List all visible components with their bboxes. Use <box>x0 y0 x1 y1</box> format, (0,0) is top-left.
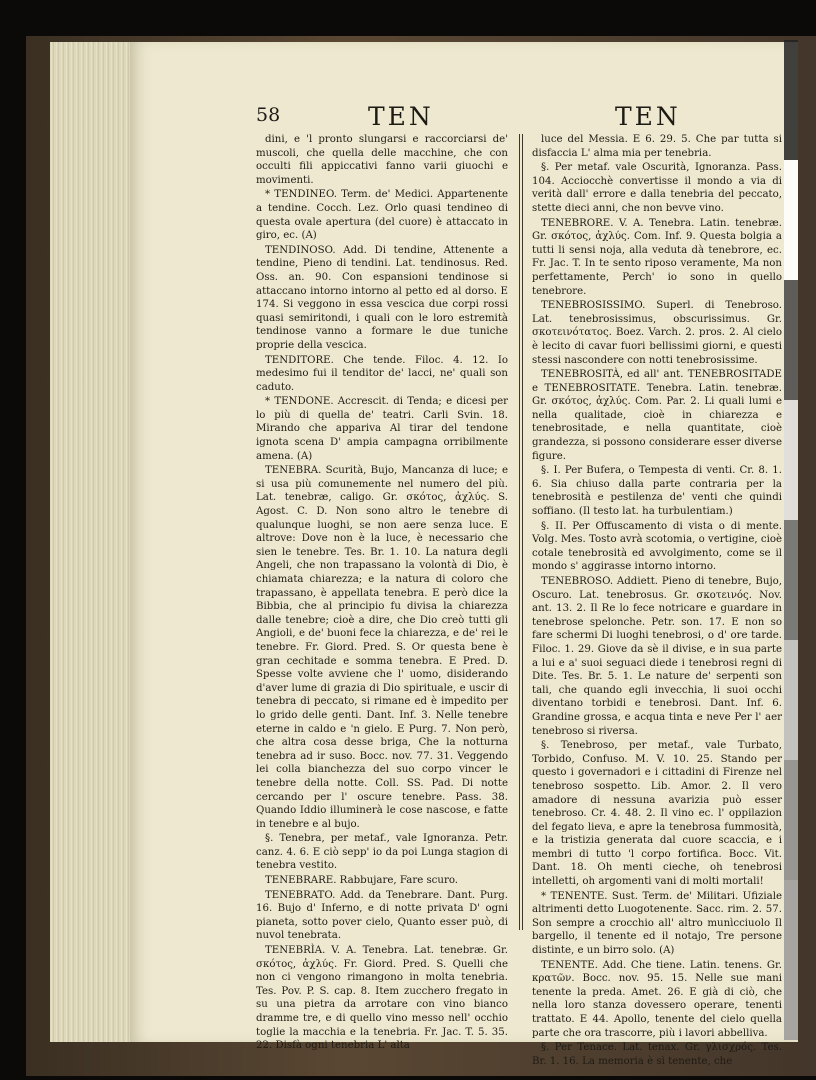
entry-paragraph: §. II. Per Offuscamento di vista o di mente. Volg. Mes. Tosto avrà scotomia, o vertigine, cioè cotale tenebrosità ed avvolgimento, come se il mondo s' aggirasse intorno intorno. <box>532 520 782 573</box>
entry-paragraph: luce del Messia. E 6. 29. 5. Che par tutta si disfaccia L' alma mia per tenebria. <box>532 134 782 159</box>
scan-calibration-strip <box>784 40 798 1040</box>
entry-paragraph: §. Per metaf. vale Oscurità, Ignoranza. Pass. 104. Acciocchè convertisse il mondo a via di verità dall' errore e dalla tenebria del peccato, stette dieci anni, che non bevve vino. <box>532 162 782 214</box>
column-divider <box>522 134 523 930</box>
entry-paragraph: * TENENTE. Sust. Term. de' Militari. Ufiziale altrimenti detto Luogotenente. Sacc. rim. 2. 57. Son sempre a crocchio all' altro munìcciuolo Il bargello, il tenente ed il notajo, Tre persone distinte, e un birro solo. (A) <box>532 890 782 957</box>
right-column <box>532 133 782 1067</box>
entry-paragraph: TENEBRARE. Rabbujare, Fare scuro. <box>265 875 459 887</box>
entry-paragraph: TENEBRÌA. V. A. Tenebra. Lat. tenebræ. Gr. σκότος, ἀχλύς. Fr. Giord. Pred. S. Quelli che non ci vengono rimangono in molta tenebria. Tes. Pov. P. S. cap. 8. Item zucchero fregato in su una pietra da arrotare con vino bianco dramme tre, e di quello vino messo nell' occhio toglie la macchia e la tenebria. Fr. Jac. T. 5. 35. 22. Disfà ogni tenebria L' alta <box>256 945 508 1052</box>
page-number: 58 <box>256 104 281 126</box>
entry-paragraph: * TENDONE. Accrescit. di Tenda; e dicesi per lo più di quella de' teatri. Carli Svin. 18. Mirando che appariva Al tirar del tendone ignota scena D' ampia campagna orribilmente amena. (A) <box>256 396 508 462</box>
entry-paragraph: TENEBROSITÀ, ed all' ant. TENEBROSITADE e TENEBROSITATE. Tenebra. Latin. tenebræ. Gr. σκότος, ἀχλύς. Com. Par. 2. Li quali lumi e nella qualitade, cioè in chiarezza e tenebrositade, e nella quantitate, cioè grandezza, si possono considerare esser diverse figure. <box>532 369 782 462</box>
left-column <box>256 133 508 1052</box>
running-head-right: TEN <box>615 102 681 131</box>
entry-paragraph: TENEBROSO. Addiett. Pieno di tenebre, Bujo, Oscuro. Lat. tenebrosus. Gr. σκοτεινός. Nov. ant. 13. 2. Il Re lo fece notricare e guardare in tenebrose spelonche. Petr. son. 17. E non so fare schermi Di luoghi tenebrosi, o d' ore tarde. Filoc. 1. 29. Giove da sè il divise, e in sua parte a lui e a' suoi seguaci diede i tenebrosi regni di Dite. Tes. Br. 5. 1. Le nature de' serpenti son tali, che quando egli invecchia, li suoi occhi diventano torbidi e tenebrosi. Dant. Inf. 6. Grandine grossa, e acqua tinta e neve Per l' aer tenebroso si riversa. <box>532 576 782 737</box>
entry-paragraph: §. I. Per Bufera, o Tempesta di venti. Cr. 8. 1. 6. Sia chiuso dalla parte contraria per la tenebrosità e pestilenza de' venti che quindi soffiano. (Il testo lat. ha turbulentiam.) <box>532 465 782 518</box>
column-divider <box>519 134 520 930</box>
entry-paragraph: §. Tenebra, per metaf., vale Ignoranza. Petr. canz. 4. 6. E ciò sepp' io da poi Lunga stagion di tenebra vestito. <box>256 833 508 872</box>
entry-paragraph: dini, e 'l pronto slungarsi e raccorciarsi de' muscoli, che quella delle macchine, che con occulti fili appiccativi fanno varii giuochi e movimenti. <box>256 134 508 186</box>
entry-paragraph: TENDINOSO. Add. Di tendine, Attenente a tendine, Pieno di tendini. Lat. tendinosus. Red. Oss. an. 90. Con espansioni tendinose si attaccano intorno intorno al petto ed al dorso. E 174. Si veggono in essa vescica due corpi rossi quasi semiritondi, i quali con le loro estremità tendinose vanno a formare le due tuniche proprie della vescica. <box>256 244 508 351</box>
entry-paragraph: TENEBRORE. V. A. Tenebra. Latin. tenebræ. Gr. σκότος, ἀχλύς. Com. Inf. 9. Questa bolgia a tutti li sensi noja, alla veduta dà tenebrore, ec. Fr. Jac. T. In te sento riposo veramente, Ma non perfettamente, Perch' io sono in quello tenebrore. <box>532 217 782 297</box>
running-head-left: TEN <box>368 102 434 131</box>
entry-paragraph: TENDITORE. Che tende. Filoc. 4. 12. Io medesimo fui il tenditor de' lacci, ne' quali son caduto. <box>256 354 508 393</box>
entry-paragraph: TENEBROSISSIMO. Superl. di Tenebroso. Lat. tenebrosissimus, obscurissimus. Gr. σκοτεινότατος. Boez. Varch. 2. pros. 2. Al cielo è lecito di cavar fuori bellissimi giorni, e questi stessi nascondere con notti tenebrosissime. <box>532 300 782 366</box>
entry-paragraph: TENEBRATO. Add. da Tenebrare. Dant. Purg. 16. Bujo d' Inferno, e di notte privata D' ogni pianeta, sotto pover cielo, Quanto esser può, di nuvol tenebrata. <box>256 889 508 942</box>
entry-paragraph: §. Tenebroso, per metaf., vale Turbato, Torbido, Confuso. M. V. 10. 25. Stando per questo i governadori e i cittadini di Firenze nel tenebroso sospetto. Lib. Amor. 2. Il vero amadore di nessuna avarizia può esser tenebroso. Cr. 4. 48. 2. Il vino ec. l' oppilazion del fegato lieva, e apre la tenebrosa fummosità, e la tristizia generata dal cuore scaccia, e i membri di tutto 'l corpo fortifica. Bocc. Vit. Dant. 18. Oh menti cieche, oh tenebrosi intelletti, oh argomenti vani di molti mortali! <box>532 740 782 888</box>
entry-paragraph: §. Per Tenace. Lat. tenax. Gr. γλισχρός. Tes. Br. 1. 16. La memoria è sì tenente, che <box>532 1042 782 1067</box>
entry-paragraph: * TENDINEO. Term. de' Medici. Appartenente a tendine. Cocch. Lez. Orlo quasi tendineo di questa ovale apertura (del cuore) è attaccato in giro, ec. (A) <box>256 189 508 242</box>
entry-paragraph: TENENTE. Add. Che tiene. Latin. tenens. Gr. κρατῶν. Bocc. nov. 95. 15. Nelle sue mani tenente la preda. Amet. 26. E già di ciò, che nella loro stanza dovessero operare, tenenti trattato. E 44. Apollo, tenente del cielo quella parte che ora trascorre, più i lavori abbelliva. <box>532 959 782 1039</box>
entry-paragraph: TENEBRA. Scurità, Bujo, Mancanza di luce; e si usa più comunemente nel numero del più. Lat. tenebræ, caligo. Gr. σκότος, ἀχλύς. S. Agost. C. D. Non sono altro le tenebre di qualunque luoghi, se non aere senza luce. E altrove: Dove non è la luce, è necessario che sien le tenebre. Tes. Br. 1. 10. La natura degli Angeli, che non trapassano la volontà di Dio, è chiamata chiarezza; e la natura di coloro che trapassano, è appellata tenebra. E però dice la Bibbia, che al principio fu divisa la chiarezza dalle tenebre; cioè a dire, che Dio creò tutti gli Angioli, e de' buoni fece la chiarezza, e de' rei le tenebre. Fr. Giord. Pred. S. Or questa bene è gran cechitade e somma tenebra. E Pred. D. Spesse volte avviene che l' uomo, disiderando d'aver lume di grazia di Dio spirituale, e uscir di tenebra di peccato, si rimane ed è impedito per lo grido delle genti. Dant. Inf. 3. Nelle tenebre eterne in caldo e 'n gielo. E Purg. 7. Non però, che altra cosa desse briga, Che la notturna tenebra ad ir suso. Bocc. nov. 77. 31. Veggendo lei colla bianchezza del suo corpo vincer le tenebre della notte. Coll. SS. Pad. Di notte cercando per l' oscure tenebre. Pass. 38. Quando Iddio illuminerà le cose nascose, e fatte in tenebre e al bujo. <box>256 465 508 830</box>
